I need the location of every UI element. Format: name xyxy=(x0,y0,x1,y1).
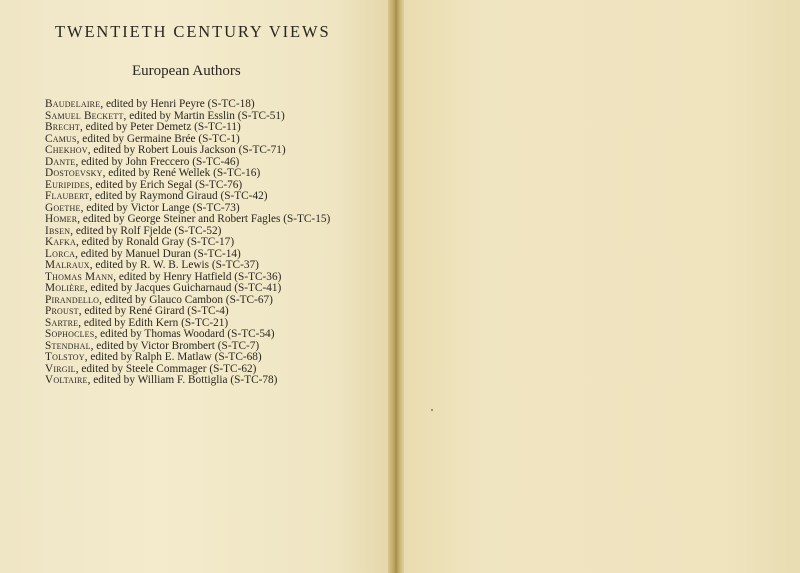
author-name: Sophocles xyxy=(45,328,95,340)
author-name: Stendhal xyxy=(45,339,91,352)
entry-details: , edited by Manuel Duran (S-TC-14) xyxy=(75,247,241,260)
entry-details: , edited by Victor Lange (S-TC-73) xyxy=(80,201,240,214)
book-gutter xyxy=(388,0,404,573)
author-name: Thomas Mann xyxy=(45,270,114,283)
paper-speck xyxy=(431,409,433,411)
entry-details: , edited by Ronald Gray (S-TC-17) xyxy=(75,236,235,248)
entry-details: , edited by Rolf Fjelde (S-TC-52) xyxy=(70,224,222,237)
list-item xyxy=(45,375,385,387)
author-name: Flaubert xyxy=(45,190,90,202)
entry-details: , edited by Thomas Woodard (S-TC-54) xyxy=(94,328,275,340)
right-page xyxy=(404,0,800,573)
author-name: Virgil xyxy=(45,362,76,375)
author-name: Ibsen xyxy=(45,224,71,237)
entry-details: , edited by René Wellek (S-TC-16) xyxy=(102,167,261,179)
entry-details: , edited by Ralph E. Matlaw (S-TC-68) xyxy=(84,351,262,363)
author-name: Tolstoy xyxy=(45,351,85,363)
author-name: Dante xyxy=(45,155,76,168)
left-page xyxy=(0,0,394,573)
entry-details: , edited by René Girard (S-TC-4) xyxy=(78,305,229,317)
entry-details: , edited by Steele Commager (S-TC-62) xyxy=(75,362,257,375)
section-title: European Authors xyxy=(132,63,241,79)
author-name: Samuel Beckett xyxy=(45,109,124,122)
entry-details: , edited by Edith Kern (S-TC-21) xyxy=(78,316,229,329)
author-name: Brecht xyxy=(45,121,80,133)
left-page-content xyxy=(45,22,385,387)
entry-details: , edited by Henry Hatfield (S-TC-36) xyxy=(113,270,282,283)
entry-details: , edited by Glauco Cambon (S-TC-67) xyxy=(99,293,273,306)
entry-details: , edited by Peter Demetz (S-TC-11) xyxy=(79,121,241,133)
entry-details: , edited by Jacques Guicharnaud (S-TC-41) xyxy=(84,282,282,294)
entry-details: , edited by Martin Esslin (S-TC-51) xyxy=(123,109,285,122)
entry-details: , edited by R. W. B. Lewis (S-TC-37) xyxy=(89,259,259,271)
entry-details: , edited by Erich Segal (S-TC-76) xyxy=(89,178,243,191)
author-name: Sartre xyxy=(45,316,79,329)
author-name: Kafka xyxy=(45,236,76,248)
entry-details: , edited by Victor Brombert (S-TC-7) xyxy=(90,339,260,352)
author-name: Homer xyxy=(45,213,78,225)
entry-details: , edited by William F. Bottiglia (S-TC-78) xyxy=(87,374,278,386)
author-name: Baudelaire xyxy=(45,98,101,110)
entry-details: , edited by Robert Louis Jackson (S-TC-71) xyxy=(87,144,286,156)
author-name: Proust xyxy=(45,305,79,317)
entry-details: , edited by Raymond Giraud (S-TC-42) xyxy=(89,190,268,202)
entry-details: , edited by George Steiner and Robert Fagles (S-TC-15) xyxy=(77,213,331,225)
series-title: TWENTIETH CENTURY VIEWS xyxy=(55,22,331,41)
author-name: Molière xyxy=(45,282,85,294)
entry-details: , edited by Henri Peyre (S-TC-18) xyxy=(100,98,255,110)
author-name: Voltaire xyxy=(45,374,88,386)
author-name: Camus xyxy=(45,132,77,145)
author-name: Goethe xyxy=(45,201,81,214)
author-name: Pirandello xyxy=(45,293,100,306)
entry-details: , edited by Germaine Brée (S-TC-1) xyxy=(76,132,240,145)
author-list xyxy=(45,99,385,387)
author-name: Lorca xyxy=(45,247,76,260)
author-name: Chekhov xyxy=(45,144,88,156)
author-name: Dostoevsky xyxy=(45,167,103,179)
entry-details: , edited by John Freccero (S-TC-46) xyxy=(75,155,240,168)
author-name: Euripides xyxy=(45,178,90,191)
author-name: Malraux xyxy=(45,259,90,271)
